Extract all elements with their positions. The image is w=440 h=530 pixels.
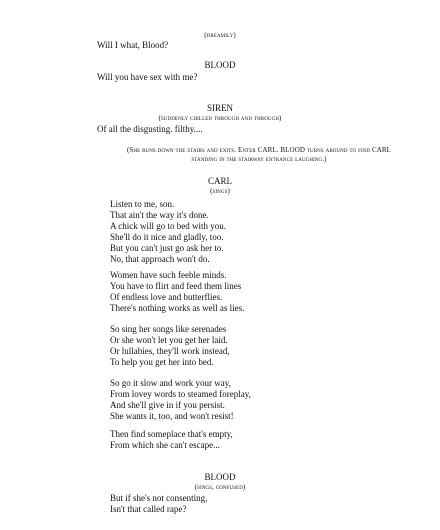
parenthetical-dreamily: (dreamily)	[204, 31, 236, 39]
character-name-carl: CARL	[207, 176, 232, 186]
song-stanza-5	[110, 429, 233, 451]
stage-direction-line-2: standing in the stairway entrance laughing.)	[191, 155, 327, 163]
song-line: You have to flirt and feed them lines	[110, 281, 242, 291]
song-line: But you can't just go ask her to.	[110, 243, 224, 253]
character-name-siren: SIREN	[206, 103, 233, 113]
song-line: From lovey words to steamed foreplay,	[110, 389, 251, 399]
song-line: A chick will go to bed with you.	[110, 221, 226, 231]
stage-direction	[96, 146, 422, 164]
song-line: And she'll give in if you persist.	[110, 400, 225, 410]
dialogue-will-i-what: Will I what, Blood?	[97, 40, 169, 50]
parenthetical-sings: (sings)	[210, 187, 230, 195]
song-line: No, that approach won't do.	[110, 254, 210, 264]
song-line: Or lullabies, they'll work instead,	[110, 346, 230, 356]
song-stanza-3	[110, 324, 230, 368]
song-line: Or she won't let you get her laid.	[110, 335, 228, 345]
song-stanza-4	[110, 378, 251, 422]
song-line: She'll do it nice and gladly, too.	[110, 232, 224, 242]
stage-direction-line-1: (She runs down the stairs and exits. Enter CARL. BLOOD turns around to find CARL	[126, 146, 392, 154]
song-line: From which she can't escape...	[110, 440, 220, 450]
dialogue-of-all-the-disgusting: Of all the disgusting. filthy....	[97, 124, 203, 134]
song-stanza-1	[110, 199, 226, 265]
song-line: To help you get her into bed.	[110, 357, 214, 367]
blood-song-lines	[110, 493, 207, 515]
song-line: Isn't that called rape?	[110, 504, 187, 514]
song-line: But if she's not consenting,	[110, 493, 208, 503]
song-line: Women have such feeble minds.	[110, 270, 227, 280]
character-name-blood-2: BLOOD	[204, 472, 236, 482]
character-name-blood: BLOOD	[204, 60, 236, 70]
song-line: She wants it, too, and won't resist!	[110, 411, 234, 421]
song-line: There's nothing works as well as lies.	[110, 303, 245, 313]
parenthetical-sings-confused: (sings, confused)	[194, 483, 246, 491]
song-line: Of endless love and butterflies.	[110, 292, 223, 302]
song-stanza-2	[110, 270, 244, 314]
song-line: That ain't the way it's done.	[110, 210, 209, 220]
dialogue-will-you-have-sex: Will you have sex with me?	[97, 72, 198, 82]
song-line: So go it slow and work your way,	[110, 378, 231, 388]
song-line: So sing her songs like serenades	[110, 324, 227, 334]
song-line: Then find someplace that's empty,	[110, 429, 233, 439]
parenthetical-suddenly-chilled: (suddenly chilled through and through)	[158, 114, 282, 122]
song-line: Listen to me, son.	[110, 199, 175, 209]
